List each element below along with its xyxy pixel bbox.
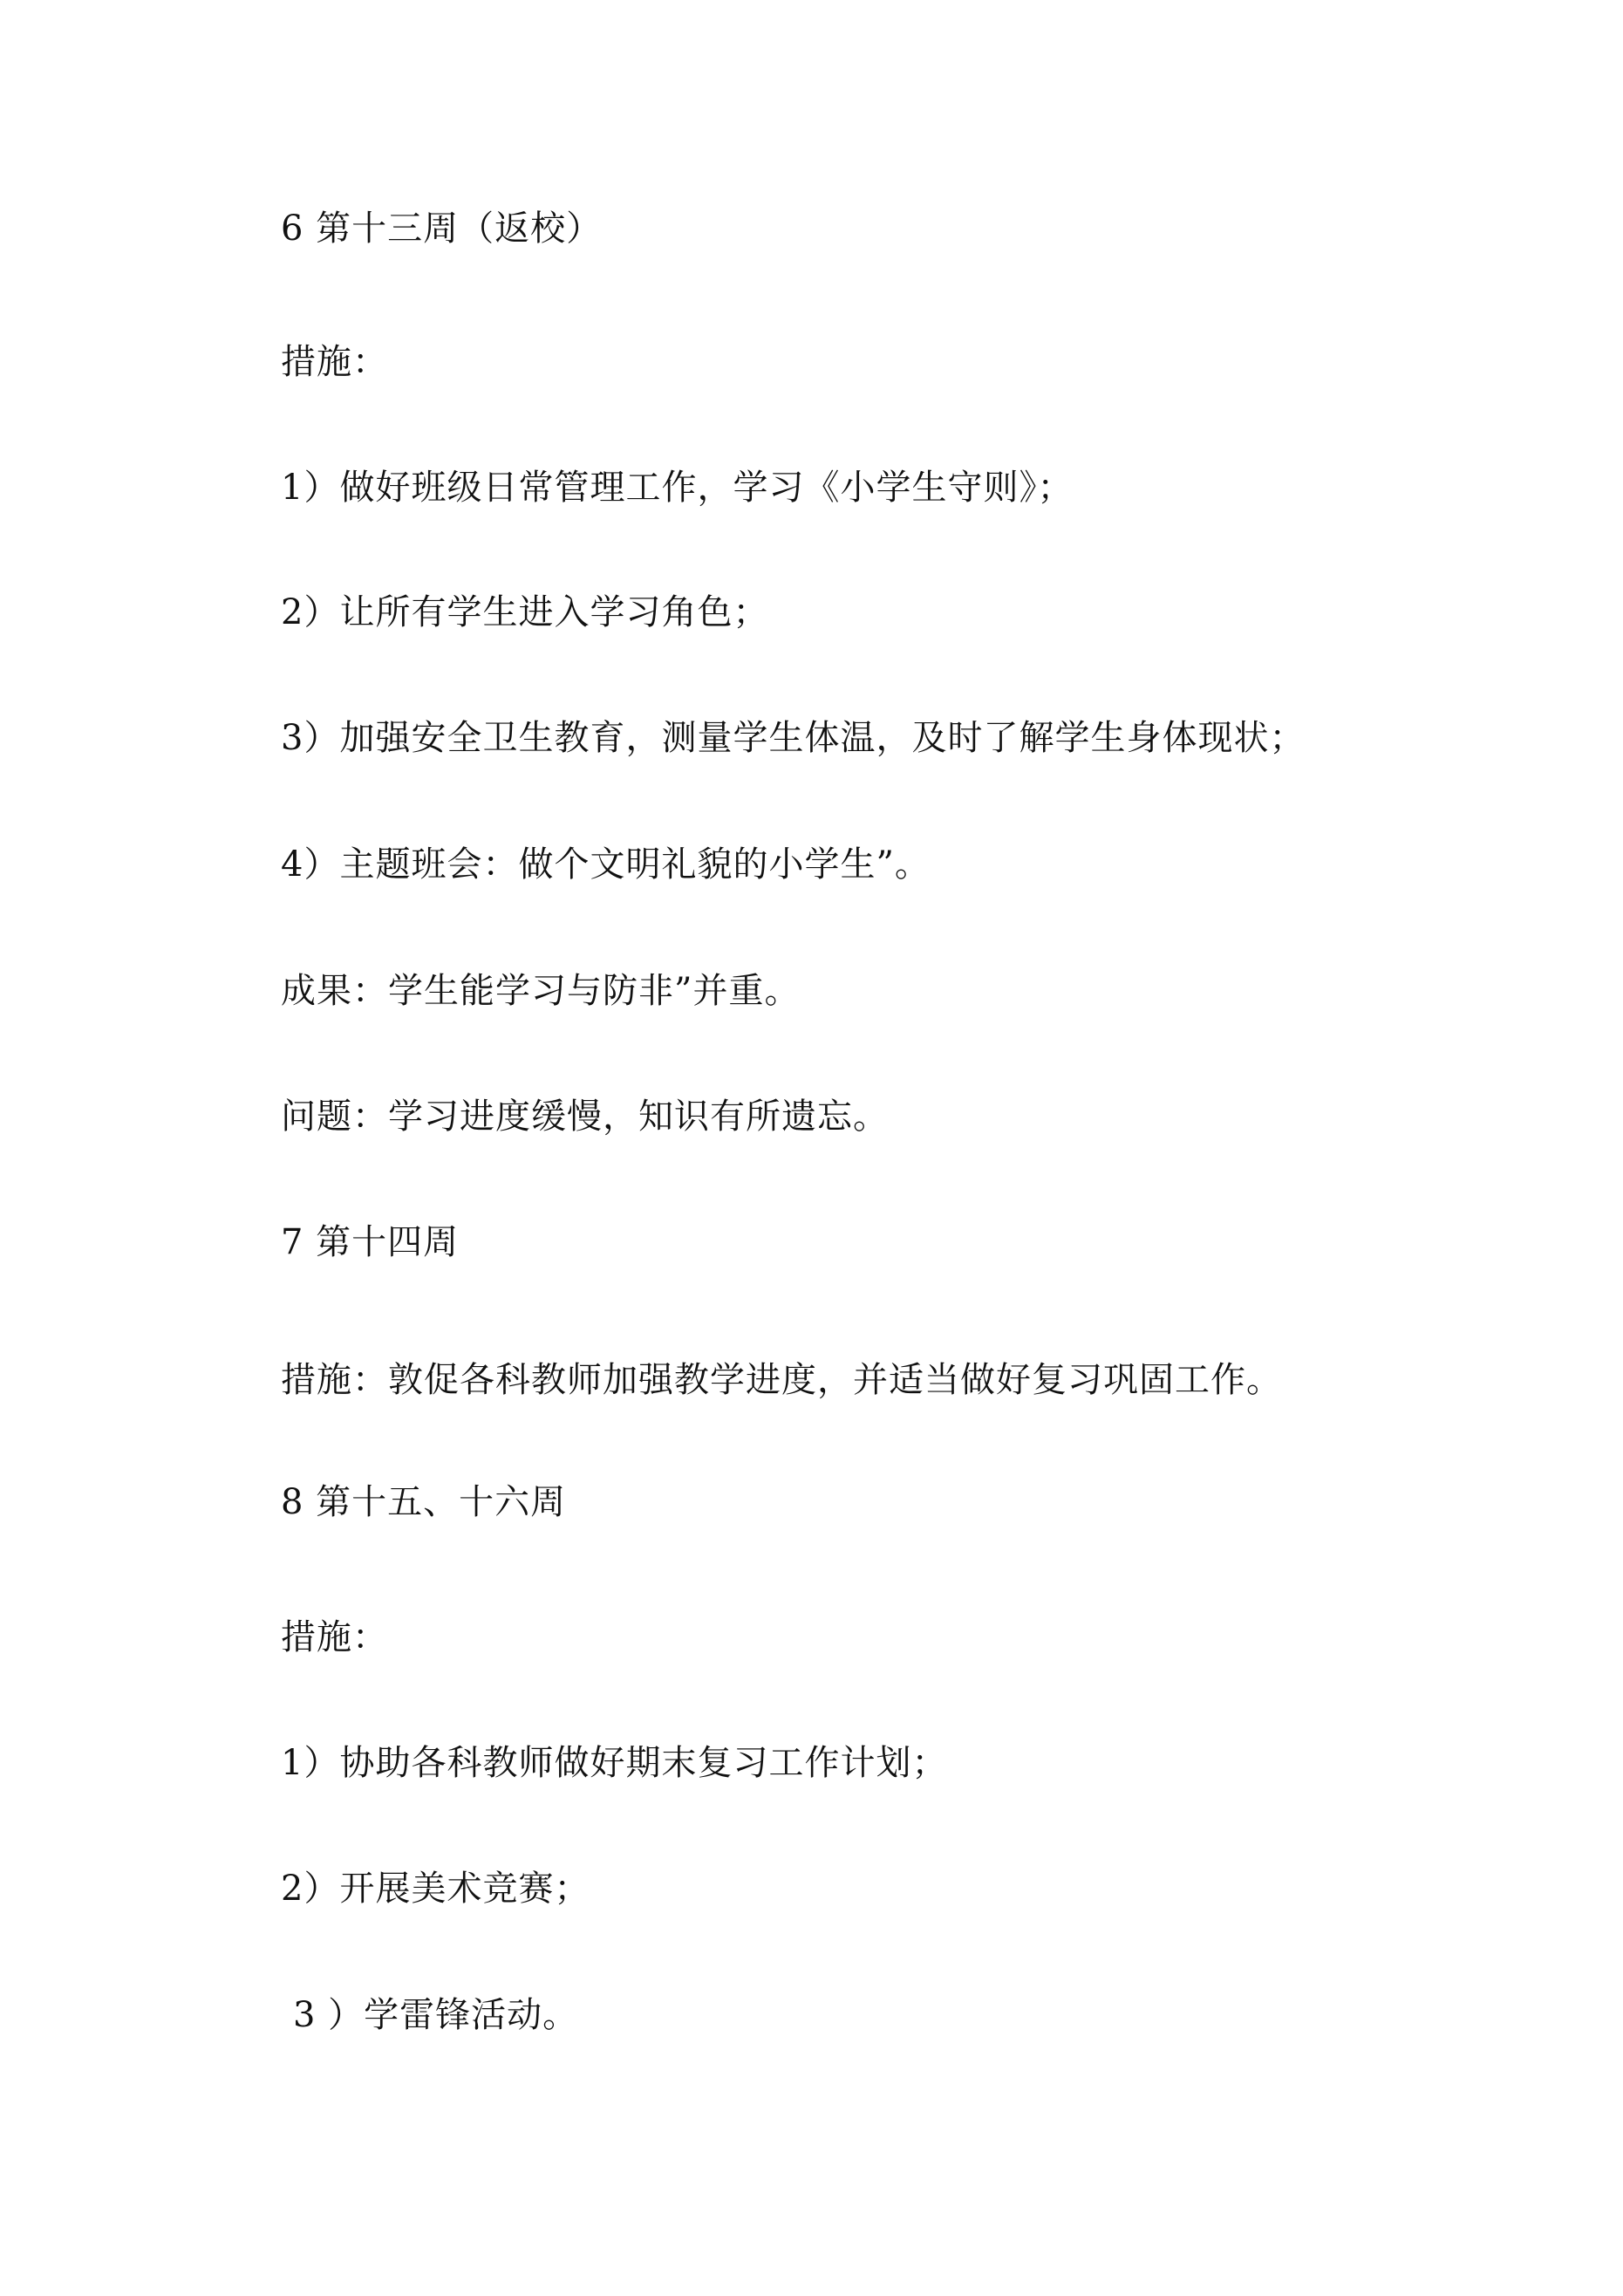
measure-item-1: 1）做好班级日常管理工作，学习《小学生守则》； <box>281 468 1074 508</box>
measure-item-3: 3）加强安全卫生教育，测量学生体温，及时了解学生身体现状； <box>281 718 1306 758</box>
week-14-measures: 措施：敦促各科教师加强教学进度，并适当做好复习巩固工作。 <box>281 1360 1282 1400</box>
measure-item-2: 2）让所有学生进入学习角色； <box>281 592 769 632</box>
results-line: 成果：学生能学习与防非”并重。 <box>281 971 801 1011</box>
week-15-item-2: 2）开展美术竞赛； <box>281 1869 590 1909</box>
measure-item-4: 4）主题班会：做个文明礼貌的小学生”。 <box>281 844 931 885</box>
week-15-item-3: 3 ）学雷锋活动。 <box>293 1995 579 2035</box>
week-13-heading: 6 第十三周（返校） <box>281 208 603 249</box>
week-14-heading: 7 第十四周 <box>281 1222 460 1262</box>
week-15-item-1: 1）协助各科教师做好期末复习工作计划； <box>281 1743 948 1783</box>
measures-label-week-13: 措施： <box>281 342 388 382</box>
week-15-16-heading: 8 第十五、十六周 <box>281 1482 567 1522</box>
measures-label-week-15: 措施： <box>281 1617 388 1657</box>
problems-line: 问题：学习进度缓慢，知识有所遗忘。 <box>281 1097 889 1137</box>
